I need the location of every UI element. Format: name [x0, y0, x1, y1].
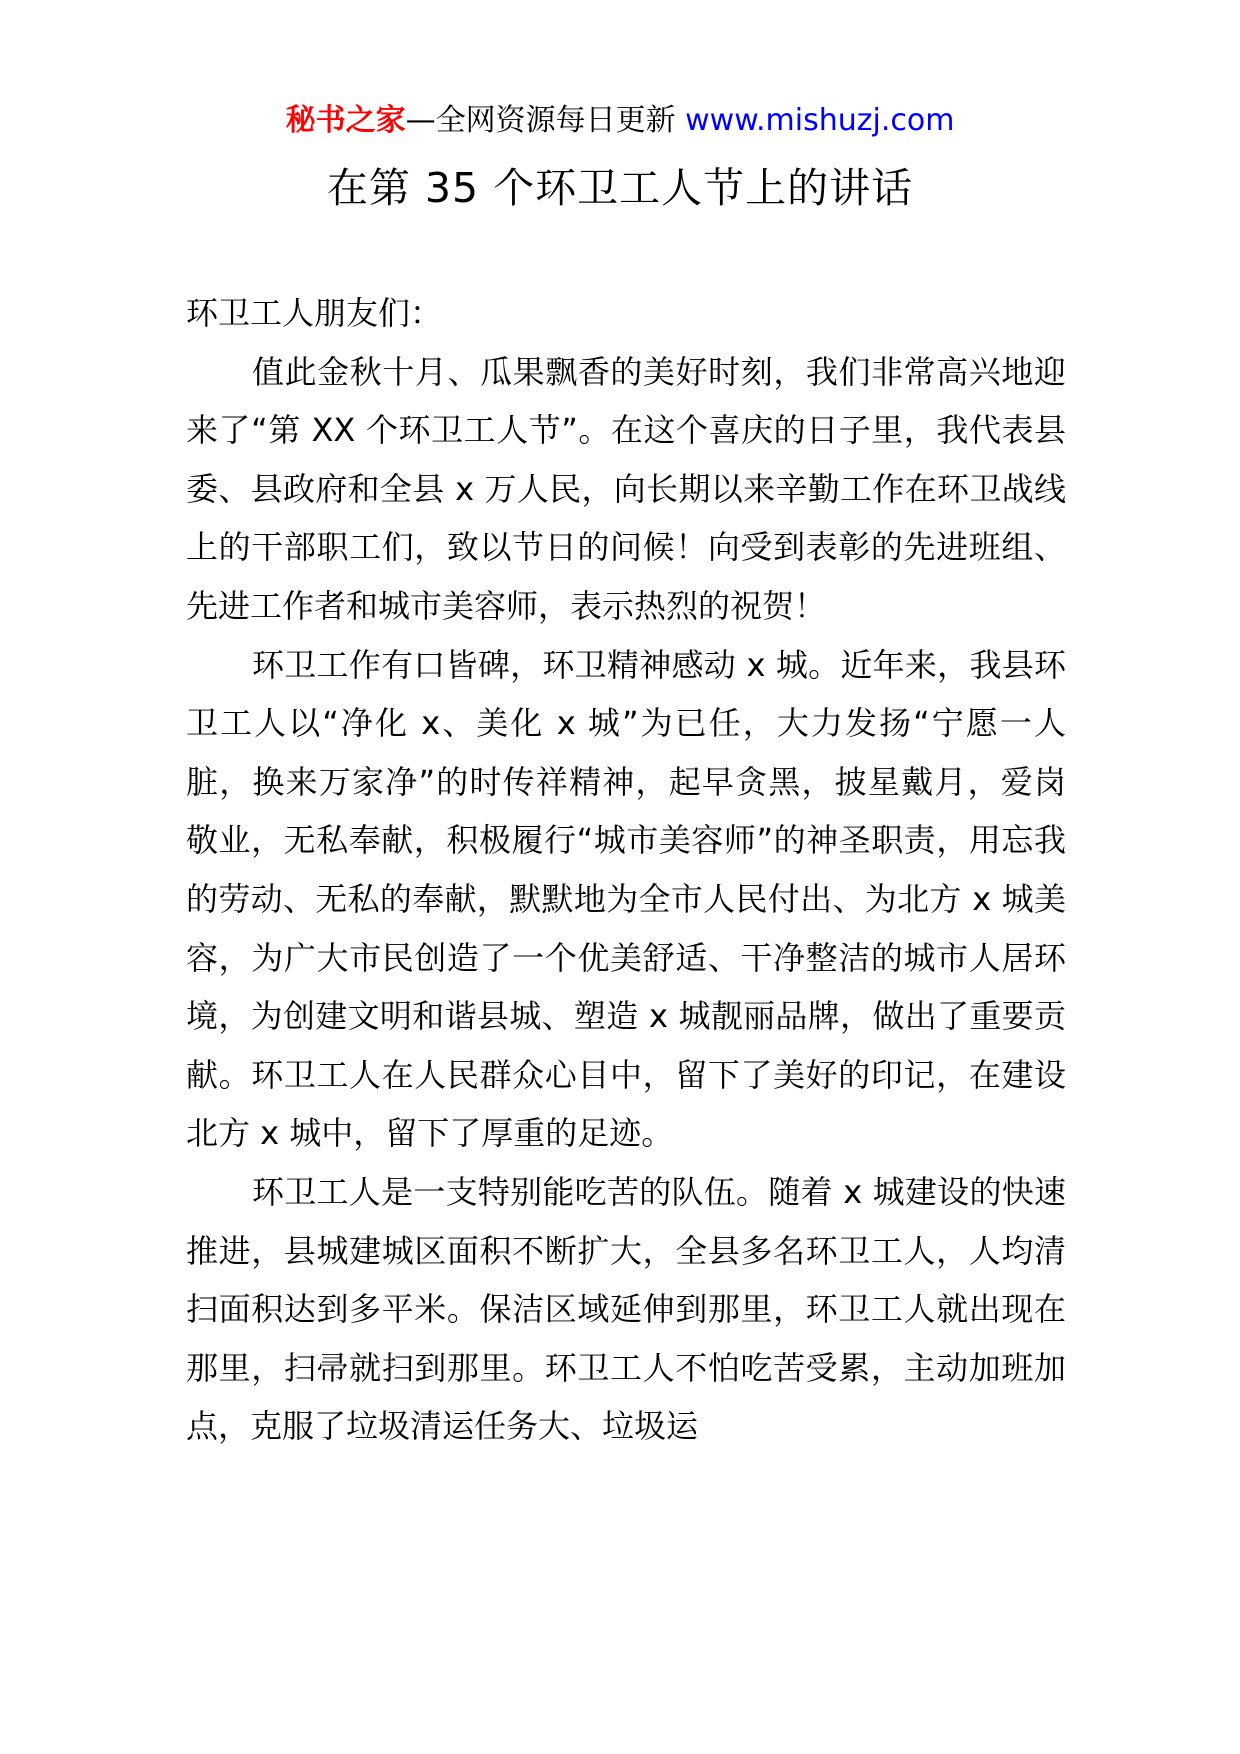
salutation: 环卫工人朋友们：: [186, 294, 443, 332]
paragraph-1: 值此金秋十月、瓜果飘香的美好时刻，我们非常高兴地迎来了“第 XX 个环卫工人节”。在这个喜庆的日子里，我代表县委、县政府和全县 x 万人民，向长期以来辛勤工作在环卫战线上的干部职工们，致以节日的问候！向受到表彰的先进班组、先进工作者和城市美容师，表示热烈的祝贺！: [186, 352, 1066, 625]
document-title: 在第 35 个环卫工人节上的讲话: [326, 164, 914, 212]
header-tagline: —全网资源每日更新: [405, 103, 686, 138]
site-url-link[interactable]: www.mishuzj.com: [685, 103, 955, 138]
paragraph-2: 环卫工作有口皆碑，环卫精神感动 x 城。近年来，我县环卫工人以“净化 x、美化 x 城”为已任，大力发扬“宁愿一人脏，换来万家净”的时传祥精神，起早贪黑，披星戴月，爱岗敬业，无私奉献，积极履行“城市美容师”的神圣职责，用忘我的劳动、无私的奉献，默默地为全市人民付出、为北方 x 城美容，为广大市民创造了一个优美舒适、干净整洁的城市人居环境，为创建文明和谐县城、塑造 x 城靓丽品牌，做出了重要贡献。环卫工人在人民群众心目中，留下了美好的印记，在建设北方 x 城中，留下了厚重的足迹。: [186, 645, 1066, 1153]
brand-name: 秘书之家: [285, 103, 406, 138]
site-header: [0, 98, 1240, 144]
paragraph-3: 环卫工人是一支特别能吃苦的队伍。随着 x 城建设的快速推进，县城建城区面积不断扩大，全县多名环卫工人，人均清扫面积达到多平米。保洁区域延伸到那里，环卫工人就出现在那里，扫帚就扫到那里。环卫工人不怕吃苦受累，主动加班加点，克服了垃圾清运任务大、垃圾运: [186, 1172, 1066, 1446]
document-body: [186, 284, 1066, 1456]
